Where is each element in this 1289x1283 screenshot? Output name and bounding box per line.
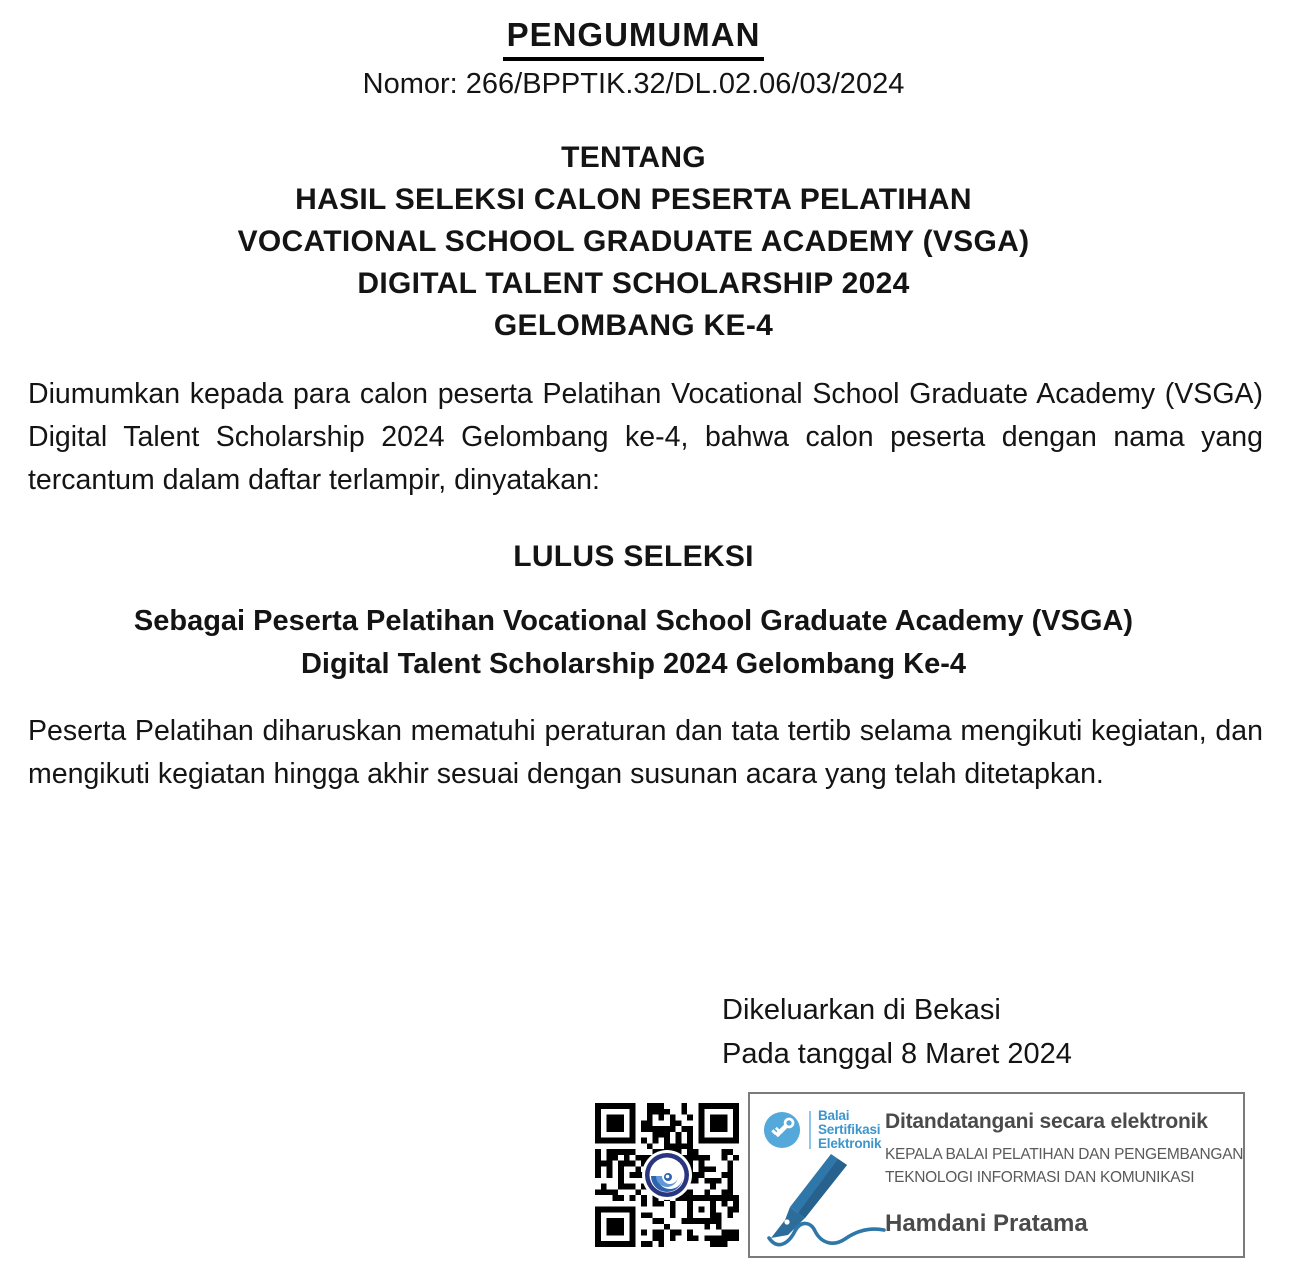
bse-key-icon	[763, 1111, 801, 1149]
result-detail-line: Sebagai Peserta Pelatihan Vocational School Graduate Academy (VSGA)	[133, 605, 1134, 637]
issued-date: Pada tanggal 8 Maret 2024	[722, 1038, 1072, 1070]
page-title: PENGUMUMAN	[503, 16, 765, 61]
signer-title-line: KEPALA BALAI PELATIHAN DAN PENGEMBANGAN	[885, 1146, 1244, 1163]
signature-text	[885, 1110, 1244, 1238]
issued-place: Dikeluarkan di Bekasi	[722, 994, 1001, 1026]
bse-logo-text: Balai Sertifikasi Elektronik	[818, 1108, 882, 1151]
subject-line: VOCATIONAL SCHOOL GRADUATE ACADEMY (VSGA)	[237, 225, 1030, 258]
result-detail-line: Digital Talent Scholarship 2024 Gelombang Ke-4	[300, 648, 967, 680]
subject-heading	[28, 137, 1263, 347]
result-detail	[28, 600, 1263, 686]
signed-electronically-label: Ditandatangani secara elektronik	[885, 1110, 1208, 1133]
subject-line: DIGITAL TALENT SCHOLARSHIP 2024	[357, 267, 910, 300]
document-number: Nomor: 266/BPPTIK.32/DL.02.06/03/2024	[362, 68, 905, 100]
announcement-paragraph: Diumumkan kepada para calon peserta Pelatihan Vocational School Graduate Academy (VSGA) Digital Talent Scholarship 2024 Gelombang ke-4, bahwa calon peserta dengan nama yang tercantum dalam daftar terlampir, dinyatakan:	[28, 378, 1263, 496]
pen-signature-icon	[758, 1154, 890, 1252]
signature-box	[748, 1092, 1245, 1258]
subject-line: HASIL SELEKSI CALON PESERTA PELATIHAN	[295, 183, 972, 216]
kominfo-logo-icon	[641, 1149, 693, 1201]
issuance-block	[722, 988, 1072, 1076]
rules-paragraph: Peserta Pelatihan diharuskan mematuhi peraturan dan tata tertib selama mengikuti kegiatan, dan mengikuti kegiatan hingga akhir sesuai dengan susunan acara yang telah ditetapkan.	[28, 715, 1263, 790]
signer-name: Hamdani Pratama	[885, 1210, 1088, 1237]
bse-logo-divider	[809, 1111, 811, 1149]
subject-line: GELOMBANG KE-4	[493, 309, 774, 342]
bse-logo	[763, 1109, 881, 1151]
selection-result: LULUS SELEKSI	[513, 540, 754, 573]
about-label: TENTANG	[561, 141, 706, 174]
signer-title-line: TEKNOLOGI INFORMASI DAN KOMUNIKASI	[885, 1169, 1195, 1186]
document-body	[28, 0, 1263, 796]
qr-code	[595, 1103, 739, 1247]
